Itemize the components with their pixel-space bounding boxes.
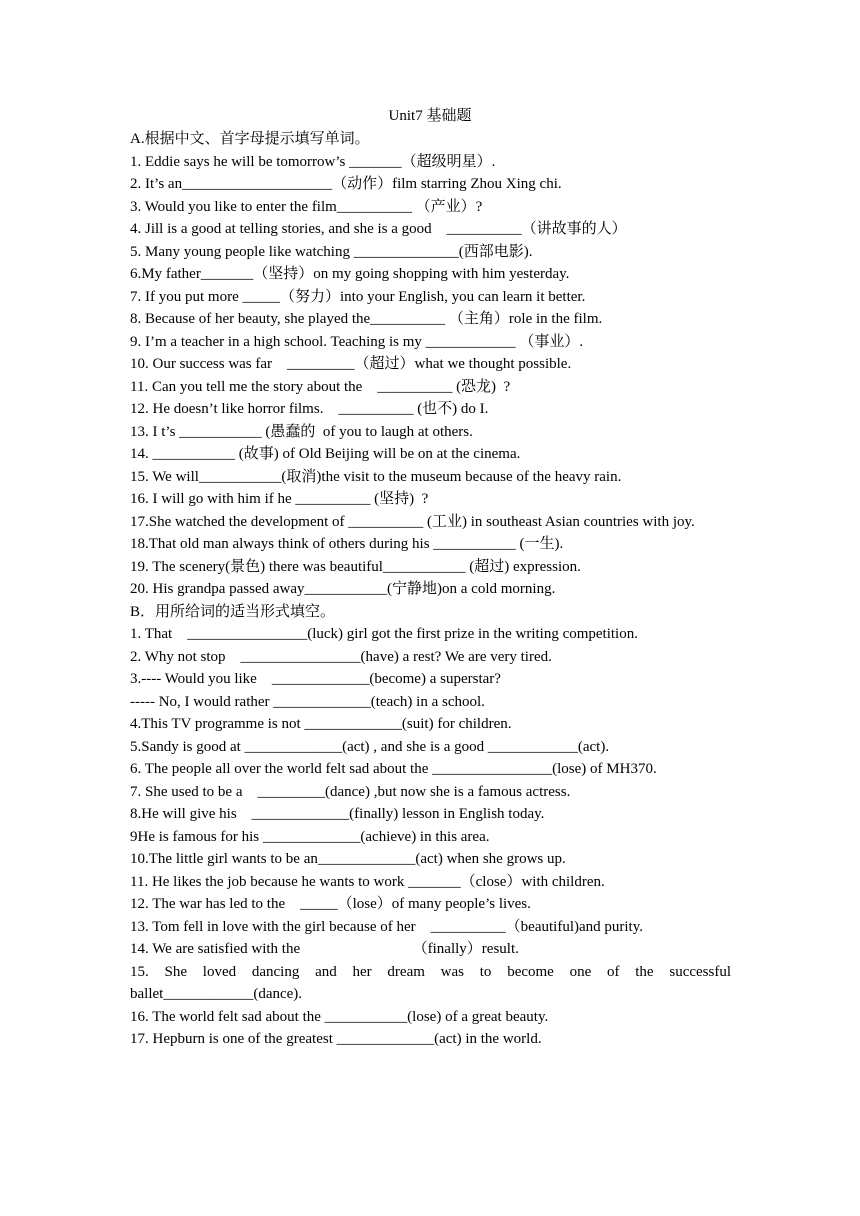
question-a-20: 20. His grandpa passed away___________(宁静地)on a cold morning.	[130, 581, 556, 597]
question-b-17: 17. Hepburn is one of the greatest _____________(act) in the world.	[130, 1031, 542, 1047]
question-b-3: 3.---- Would you like _____________(become) a superstar?	[130, 671, 501, 687]
question-a-3: 3. Would you like to enter the film__________ （产业）?	[130, 198, 483, 215]
question-a-13: 13. I t’s ___________ (愚蠢的 of you to laugh at others.	[130, 423, 473, 440]
question-a-15: 15. We will___________(取消)the visit to the museum because of the heavy rain.	[130, 468, 622, 485]
question-b-3-reply: ----- No, I would rather _____________(teach) in a school.	[130, 693, 485, 710]
question-b-13: 13. Tom fell in love with the girl because of her __________（beautiful)and purity.	[130, 918, 644, 935]
question-b-7: 7. She used to be a _________(dance) ,but now she is a famous actress.	[130, 783, 571, 800]
question-a-9: 9. I’m a teacher in a high school. Teaching is my ____________ （事业）.	[130, 333, 584, 350]
question-a-5: 5. Many young people like watching ______________(西部电影).	[130, 243, 533, 260]
question-a-6: 6.My father_______（坚持）on my going shopping with him yesterday.	[130, 266, 570, 282]
question-a-10: 10. Our success was far _________（超过）what we thought possible.	[130, 356, 572, 372]
question-b-15: 15. She loved dancing and her dream was to become one of the successful ballet____________(dance).	[130, 963, 731, 1002]
question-a-8: 8. Because of her beauty, she played the__________ （主角）role in the film.	[130, 311, 603, 327]
question-a-7: 7. If you put more _____（努力）into your English, you can learn it better.	[130, 288, 586, 305]
question-a-12: 12. He doesn’t like horror films. __________ (也不) do I.	[130, 401, 489, 417]
question-b-9: 9He is famous for his _____________(achieve) in this area.	[130, 828, 490, 845]
section-b-heading: B．用所给词的适当形式填空。	[130, 603, 336, 620]
question-b-4: 4.This TV programme is not _____________(suit) for children.	[130, 716, 512, 732]
question-b-2: 2. Why not stop ________________(have) a rest? We are very tired.	[130, 648, 552, 665]
question-a-4: 4. Jill is a good at telling stories, and she is a good __________（讲故事的人）	[130, 221, 627, 237]
question-b-16: 16. The world felt sad about the ___________(lose) of a great beauty.	[130, 1008, 549, 1025]
question-a-2: 2. It’s an____________________（动作）film starring Zhou Xing chi.	[130, 176, 562, 192]
worksheet-content	[130, 128, 731, 1051]
question-b-11: 11. He likes the job because he wants to work _______（close）with children.	[130, 873, 605, 890]
question-a-11: 11. Can you tell me the story about the __________ (恐龙) ?	[130, 378, 511, 395]
question-a-17: 17.She watched the development of __________ (工业) in southeast Asian countries with joy.	[130, 513, 695, 530]
question-b-8: 8.He will give his _____________(finally) lesson in English today.	[130, 806, 545, 822]
question-b-5: 5.Sandy is good at _____________(act) , and she is a good ____________(act).	[130, 738, 610, 755]
question-a-16: 16. I will go with him if he __________ (坚持) ?	[130, 491, 429, 507]
question-a-14: 14. ___________ (故事) of Old Beijing will be on at the cinema.	[130, 446, 521, 462]
question-b-12: 12. The war has led to the _____（lose）of many people’s lives.	[130, 896, 531, 912]
question-a-1: 1. Eddie says he will be tomorrow’s _______（超级明星）.	[130, 153, 496, 170]
question-a-19: 19. The scenery(景色) there was beautiful___________ (超过) expression.	[130, 558, 581, 575]
question-a-18: 18.That old man always think of others during his ___________ (一生).	[130, 536, 564, 552]
question-b-10: 10.The little girl wants to be an_____________(act) when she grows up.	[130, 851, 566, 867]
page-title: Unit7 基础题	[388, 108, 472, 124]
question-b-6: 6. The people all over the world felt sad about the ________________(lose) of MH370.	[130, 761, 657, 777]
question-b-1: 1. That ________________(luck) girl got the first prize in the writing competition.	[130, 626, 638, 642]
section-a-heading: A.根据中文、首字母提示填写单词。	[130, 131, 370, 147]
question-b-14: 14. We are satisfied with the （finally）result.	[130, 941, 519, 957]
